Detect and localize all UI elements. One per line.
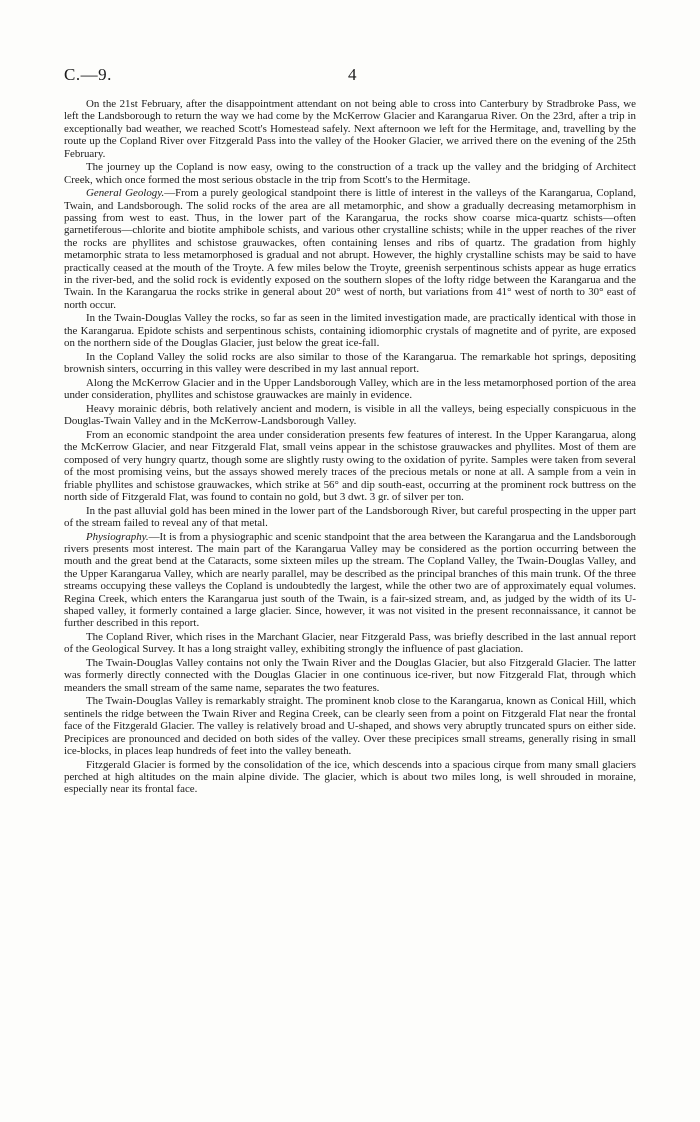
- section-heading: Physiography.: [86, 530, 149, 543]
- paragraph: [64, 657, 636, 694]
- paragraph: [64, 377, 636, 402]
- body-text: [64, 98, 636, 797]
- paragraph-text: From an economic standpoint the area under consideration presents few features of interest. In the Upper Karangarua, along the McKerrow Glacier, and near Fitzgerald Flat, small veins appear in the schistose grauwackes and phyllites. Most of them are composed of very hungry quartz, though some are slightly rusty owing to the oxidation of pyrite. Samples were taken from several of the most promising veins, but the assays showed merely traces of the precious metals or none at all. A sample from a vein in friable phyllites and schistose grauwackes, which strike at 56° and dip south-east, occurring at the prominent rock buttress on the north side of Fitzgerald Flat, was found to contain no gold, but 3 dwt. 3 gr. of silver per ton.: [64, 428, 636, 503]
- paragraph: [64, 161, 636, 186]
- paragraph: [64, 531, 636, 630]
- paragraph-text: Heavy morainic débris, both relatively ancient and modern, is visible in all the valleys, being especially conspicuous in the Douglas-Twain Valley and in the McKerrow-Landsborough Valley.: [64, 402, 636, 428]
- section-heading: General Geology.: [86, 187, 165, 200]
- paragraph: [64, 505, 636, 530]
- paragraph: [64, 759, 636, 796]
- paragraph-text: The Twain-Douglas Valley contains not only the Twain River and the Douglas Glacier, but also Fitzgerald Glacier. The latter was formerly directly connected with the Douglas Glacier in one continuous ice-river, but now Fitzgerald Flat, through which meanders the small stream of the same name, separates the two features.: [64, 656, 636, 694]
- paragraph-text: The journey up the Copland is now easy, owing to the construction of a track up the valley and the bridging of Architect Creek, which once formed the most serious obstacle in the trip from Scott's to the Hermitage.: [64, 161, 636, 186]
- paragraph: [64, 631, 636, 656]
- paragraph: [64, 312, 636, 349]
- paragraph: [64, 98, 636, 160]
- page-number: 4: [348, 65, 357, 84]
- paragraph-text: The Copland River, which rises in the Marchant Glacier, near Fitzgerald Pass, was briefly described in the last annual report of the Geological Survey. It has a long straight valley, exhibiting strongly the influence of past glaciation.: [64, 630, 636, 656]
- paragraph: [64, 695, 636, 757]
- paragraph-text: —From a purely geological standpoint there is little of interest in the valleys of the Karangarua, Copland, Twain, and Landsborough. The solid rocks of the area are all metamorphic, and show a gradually decreasing metamorphism in passing from west to east. Thus, in the lower part of the Karangarua, the rocks show coarse mica-quartz schists—often garnetiferous—chlorite and biotite amphibole schists, and various other crystalline schists; while in the upper reaches of the river the rocks are phyllites and schistose grauwackes, often containing lenses and ribs of quartz. The gradation from highly metamorphic strata to less metamorphosed is gradual and not abrupt. However, the highly crystalline schists may be said to have practically ceased at the mouth of the Troyte. A few miles below the Troyte, greenish serpentinous schists appear as huge erratics in the river-bed, and the solid rock is evidently exposed on the southern slopes of the lofty ridge between the Karangarua and the Twain. In the Karangarua the rocks strike in general about 20° west of north, but variations from 41° west of north to 30° east of north occur.: [64, 187, 636, 311]
- paragraph-text: On the 21st February, after the disappointment attendant on not being able to cross into Canterbury by Stradbroke Pass, we left the Landsborough to return the way we had come by the McKerrow Glacier and Karangarua River. On the 23rd, after a trip in exceptionally bad weather, we reached Scott's Homestead safely. Next afternoon we left for the Hermitage, and, travelling by the route up the Copland River over Fitzgerald Pass into the valley of the Hooker Glacier, we arrived there on the evening of the 25th February.: [64, 98, 636, 160]
- paragraph-text: The Twain-Douglas Valley is remarkably straight. The prominent knob close to the Karangarua, known as Conical Hill, which sentinels the ridge between the Twain River and Regina Creek, can be clearly seen from a point on Fitzgerald Flat near the frontal face of the Fitzgerald Glacier. The valley is relatively broad and U-shaped, and shows very abruptly truncated spurs on either side. Precipices are pronounced and decided on both sides of the valley. Over these precipices small streams, generally rising in small ice-blocks, in places leap hundreds of feet into the valley beneath.: [64, 695, 636, 757]
- paragraph: [64, 403, 636, 428]
- paragraph-text: In the past alluvial gold has been mined in the lower part of the Landsborough River, but careful prospecting in the upper part of the stream failed to reveal any of that metal.: [64, 504, 636, 529]
- paragraph: [64, 429, 636, 503]
- paragraph-text: In the Twain-Douglas Valley the rocks, so far as seen in the limited investigation made, are practically identical with those in the Karangarua. Epidote schists and serpentinous schists, containing idiomorphic crystals of magnetite and of pyrite, are exposed on the northern side of the Douglas Glacier, just below the great ice-fall.: [64, 312, 636, 350]
- paragraph-text: Along the McKerrow Glacier and in the Upper Landsborough Valley, which are in the less metamorphosed portion of the area under consideration, phyllites and schistose grauwackes are mainly in evidence.: [64, 376, 636, 402]
- paragraph: [64, 351, 636, 376]
- document-reference: C.—9.: [64, 65, 112, 84]
- paragraph-text: Fitzgerald Glacier is formed by the consolidation of the ice, which descends into a spacious cirque from many small glaciers perched at high altitudes on the main alpine divide. The glacier, which is about two miles long, is well shrouded in moraine, especially near its frontal face.: [64, 758, 636, 796]
- paragraph-text: —It is from a physiographic and scenic standpoint that the area between the Karangarua and the Landsborough rivers presents most interest. The main part of the Karangarua Valley may be considered as the portion occurring between the mouth and the great bend at the Cataracts, some sixteen miles up the stream. The Copland Valley, the Twain-Douglas Valley, and the Upper Karangarua Valley, which are nearly parallel, may be described as the principal branches of this main trunk. Of the three streams occupying these valleys the Copland is undoubtedly the largest, while the other two are of approximately equal volumes. Regina Creek, which enters the Karangarua just south of the Twain, is a fair-sized stream, and, as judged by the width of its U-shaped valley, it formerly contained a large glacier. Since, however, it was not visited in the present reconnaissance, it cannot be further described in this report.: [64, 530, 636, 630]
- page-header: [64, 65, 636, 87]
- paragraph: [64, 187, 636, 311]
- paragraph-text: In the Copland Valley the solid rocks are also similar to those of the Karangarua. The remarkable hot springs, depositing brownish sinters, occurring in this valley were described in my last annual report.: [64, 350, 636, 376]
